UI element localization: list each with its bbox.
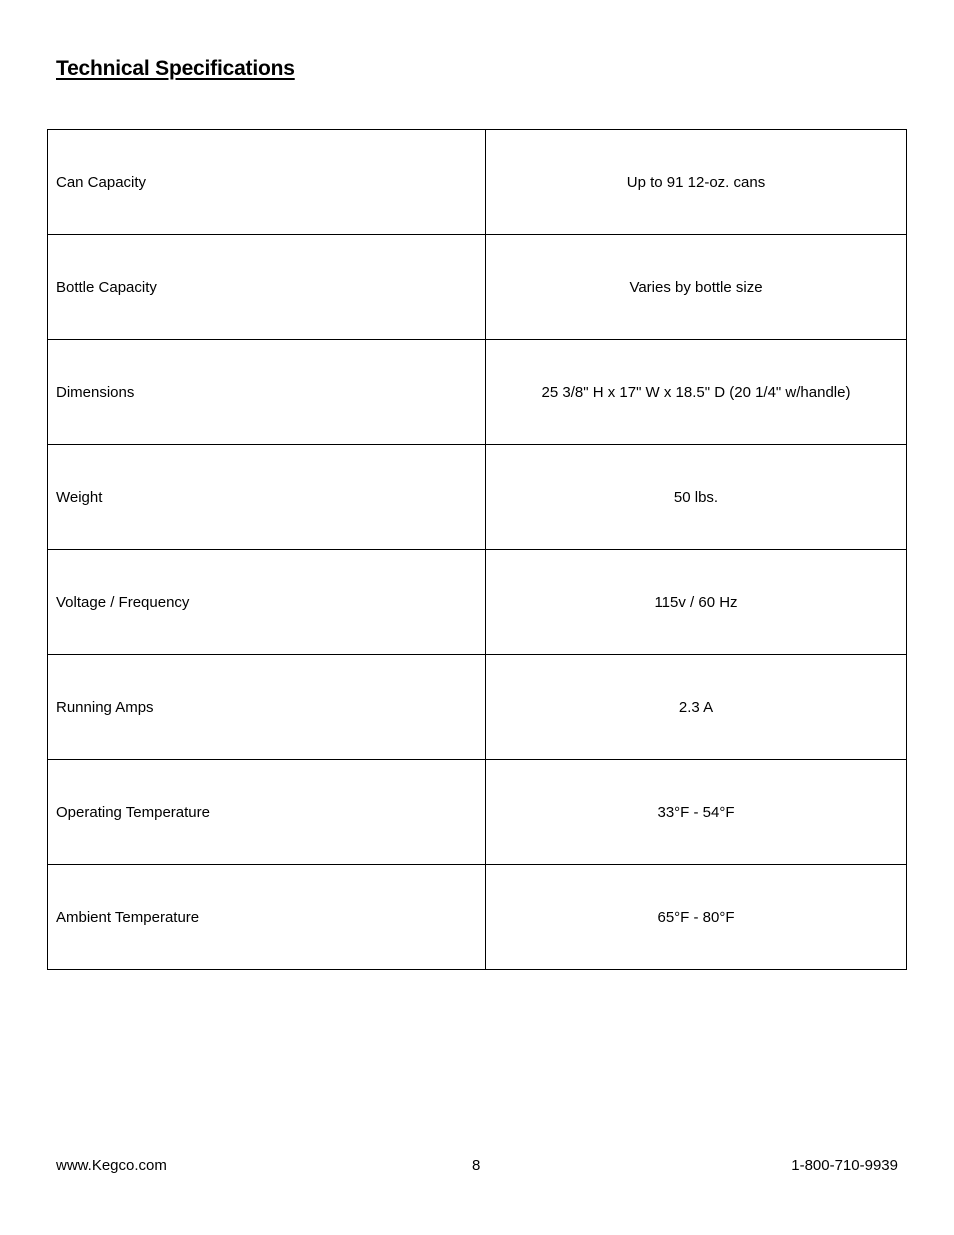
table-row <box>48 865 907 970</box>
spec-label: Can Capacity <box>48 130 486 235</box>
page-title: Technical Specifications <box>56 57 295 80</box>
spec-label: Operating Temperature <box>48 760 486 865</box>
spec-table <box>47 129 907 970</box>
spec-value: 65°F - 80°F <box>486 865 907 970</box>
spec-value: Up to 91 12-oz. cans <box>486 130 907 235</box>
table-row <box>48 760 907 865</box>
footer-page-number: 8 <box>472 1157 481 1174</box>
spec-label: Dimensions <box>48 340 486 445</box>
spec-value: Varies by bottle size <box>486 235 907 340</box>
footer-website: www.Kegco.com <box>56 1157 167 1174</box>
table-row <box>48 655 907 760</box>
spec-label: Running Amps <box>48 655 486 760</box>
table-row <box>48 235 907 340</box>
table-row <box>48 445 907 550</box>
table-row <box>48 550 907 655</box>
spec-value: 115v / 60 Hz <box>486 550 907 655</box>
table-row <box>48 130 907 235</box>
spec-label: Weight <box>48 445 486 550</box>
spec-label: Ambient Temperature <box>48 865 486 970</box>
spec-label: Bottle Capacity <box>48 235 486 340</box>
footer-phone: 1-800-710-9939 <box>791 1157 898 1174</box>
table-row <box>48 340 907 445</box>
spec-label: Voltage / Frequency <box>48 550 486 655</box>
spec-value: 25 3/8" H x 17" W x 18.5" D (20 1/4" w/handle) <box>486 340 907 445</box>
spec-value: 2.3 A <box>486 655 907 760</box>
spec-value: 50 lbs. <box>486 445 907 550</box>
spec-value: 33°F - 54°F <box>486 760 907 865</box>
